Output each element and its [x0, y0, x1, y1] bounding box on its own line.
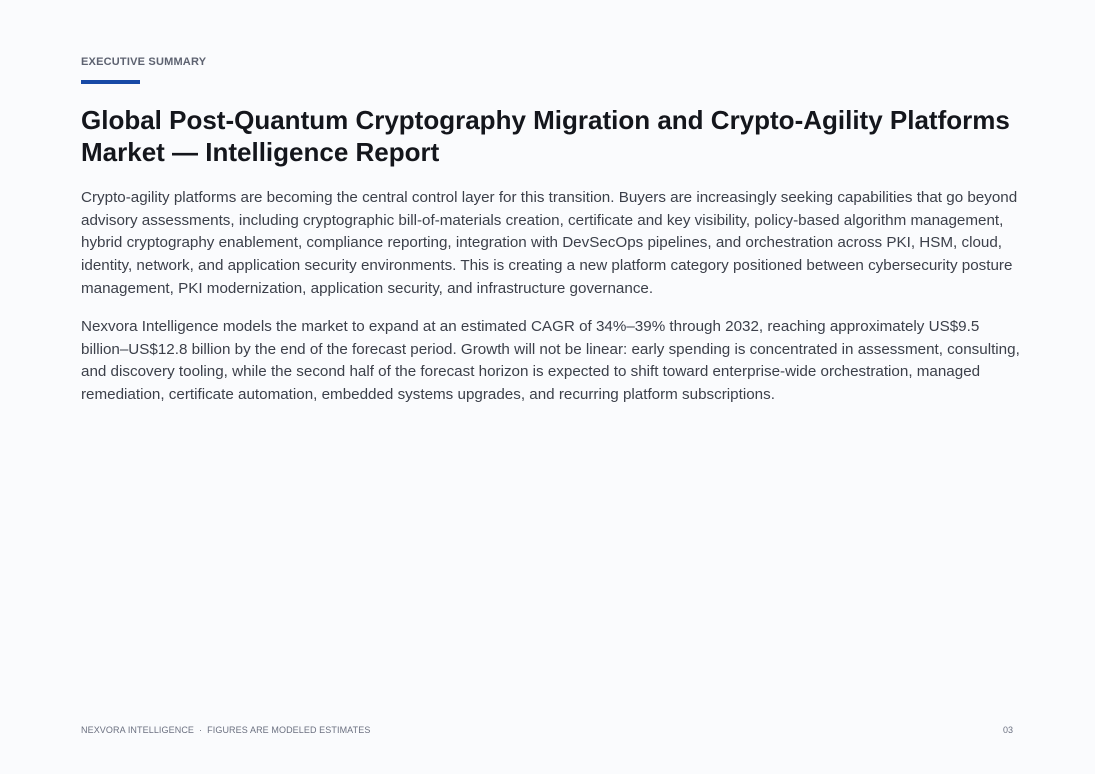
- footer-note: [81, 725, 370, 735]
- summary-paragraph-2: [81, 316, 1026, 407]
- footer-separator: ·: [199, 725, 203, 735]
- paragraph-text: Nexvora Intelligence models the market to expand at an estimated CAGR of 34%–39% through 2032, reaching approximately US$9.5 billion–US$12.8 billion by the end of the forecast period. Growth will not be linear: early spending is concentrated in assessment, consulting, and discovery tooling, while the second half of the forecast horizon is expected to shift toward enterprise-wide orchestration, managed remediation, certificate automation, embedded systems upgrades, and recurring platform subscriptions.: [81, 318, 1020, 404]
- section-label: EXECUTIVE SUMMARY: [81, 56, 207, 68]
- summary-paragraph-1: [81, 187, 1026, 301]
- accent-bar: [81, 80, 140, 84]
- footer-brand: NEXVORA INTELLIGENCE: [81, 725, 195, 735]
- report-title: Global Post-Quantum Cryptography Migration and Crypto-Agility Platforms Market — Intelligence Report: [81, 105, 1010, 167]
- paragraph-text: Crypto-agility platforms are becoming the central control layer for this transition. Buyers are increasingly seeking capabilities that go beyond advisory assessments, including cryptographic bill-of-materials creation, certificate and key visibility, policy-based algorithm management, hybrid cryptography enablement, compliance reporting, integration with DevSecOps pipelines, and orchestration across PKI, HSM, cloud, identity, network, and application security environments. This is creating a new platform category positioned between cybersecurity posture management, PKI modernization, application security, and infrastructure governance.: [81, 189, 1018, 297]
- footer-disclaimer: FIGURES ARE MODELED ESTIMATES: [207, 725, 371, 735]
- page-number: 03: [1002, 725, 1013, 735]
